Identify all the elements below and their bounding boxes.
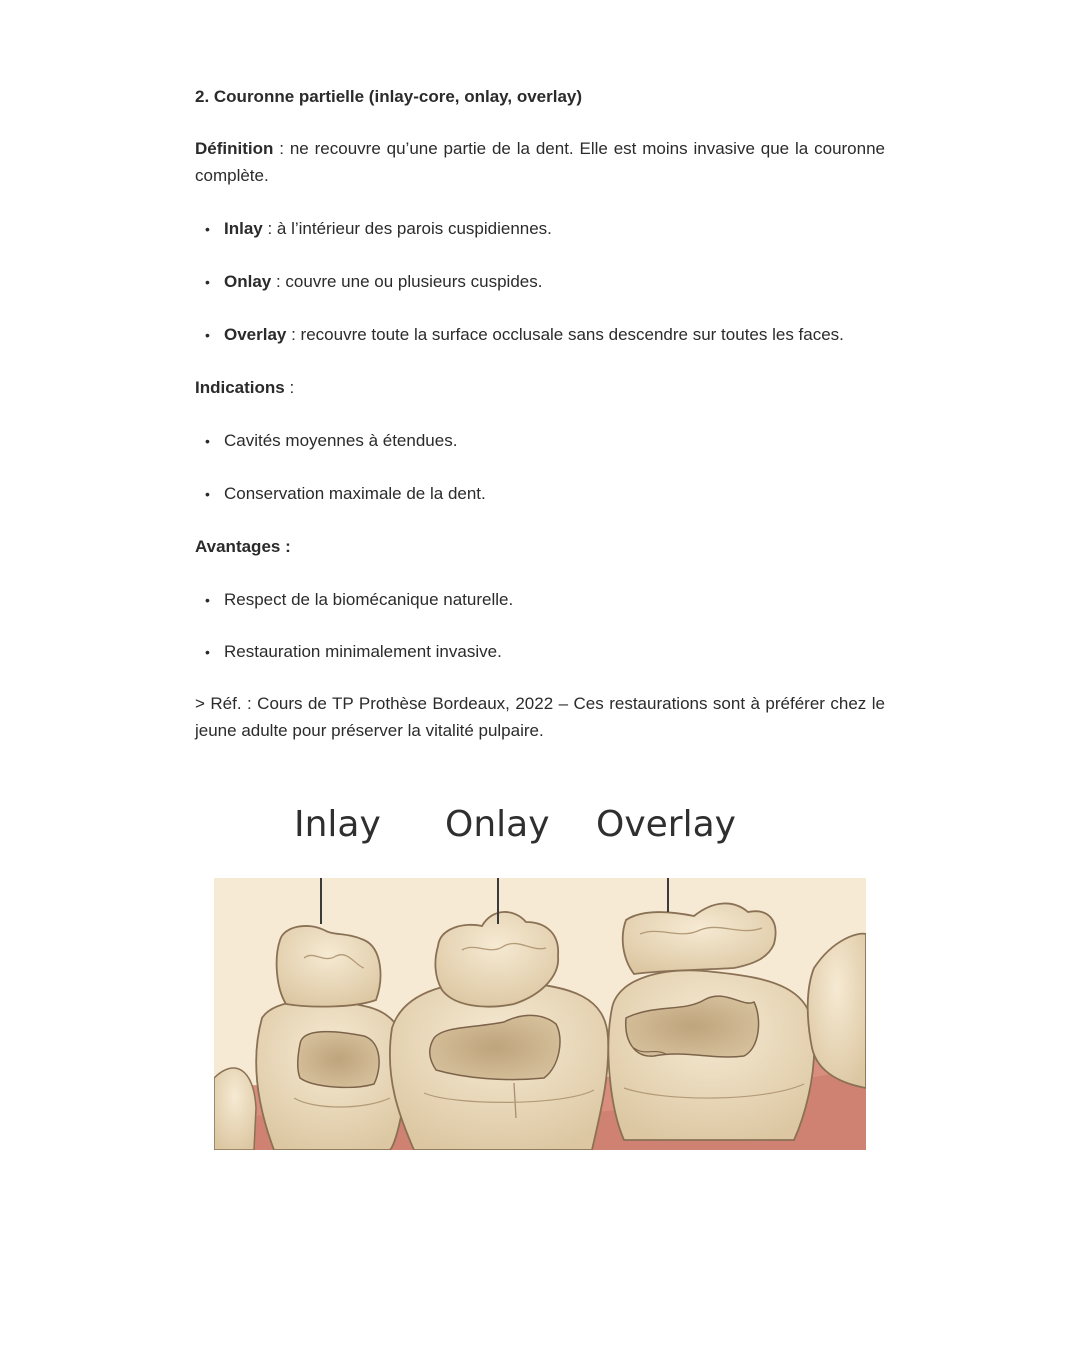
type-desc: : à l’intérieur des parois cuspidiennes. <box>262 219 552 238</box>
figure-label-onlay: Onlay <box>445 804 550 845</box>
indications-label: Indications <box>195 378 285 397</box>
tooth-overlay <box>608 971 814 1141</box>
advantages-heading: Avantages : <box>195 537 291 556</box>
teeth-illustration <box>214 878 866 1150</box>
bullet-icon: • <box>205 486 210 502</box>
bullet-icon: • <box>205 433 210 449</box>
figure-label-overlay: Overlay <box>596 804 736 845</box>
bullet-icon: • <box>205 327 210 343</box>
type-desc: : recouvre toute la surface occlusale sans descendre sur toutes les faces. <box>286 325 844 344</box>
reference-note: > Réf. : Cours de TP Prothèse Bordeaux, 2022 – Ces restaurations sont à préférer chez le jeune adulte pour préserver la vitalité pulpaire. <box>195 694 885 740</box>
figure-labels <box>0 804 1080 854</box>
tooth-inlay <box>256 1000 406 1150</box>
definition-label: Définition <box>195 139 274 158</box>
indications-suffix: : <box>284 378 295 397</box>
section-heading: 2. Couronne partielle (inlay-core, onlay, overlay) <box>195 87 583 106</box>
advantage-text: Respect de la biomécanique naturelle. <box>224 590 514 609</box>
indication-text: Conservation maximale de la dent. <box>224 484 486 503</box>
type-term: Onlay <box>224 272 272 291</box>
type-term: Inlay <box>224 219 263 238</box>
bullet-icon: • <box>205 644 210 660</box>
indications-heading <box>195 377 885 399</box>
tooth-left-partial <box>214 1068 256 1150</box>
bullet-icon: • <box>205 274 210 290</box>
advantage-text: Restauration minimalement invasive. <box>224 642 502 661</box>
indication-text: Cavités moyennes à étendues. <box>224 431 458 450</box>
bullet-icon: • <box>205 592 210 608</box>
type-term: Overlay <box>224 325 287 344</box>
type-desc: : couvre une ou plusieurs cuspides. <box>271 272 543 291</box>
definition-paragraph <box>195 135 885 189</box>
bullet-icon: • <box>205 221 210 237</box>
definition-text: : ne recouvre qu’une partie de la dent. Elle est moins invasive que la couronne complète. <box>195 139 885 185</box>
figure-label-inlay: Inlay <box>294 804 381 845</box>
